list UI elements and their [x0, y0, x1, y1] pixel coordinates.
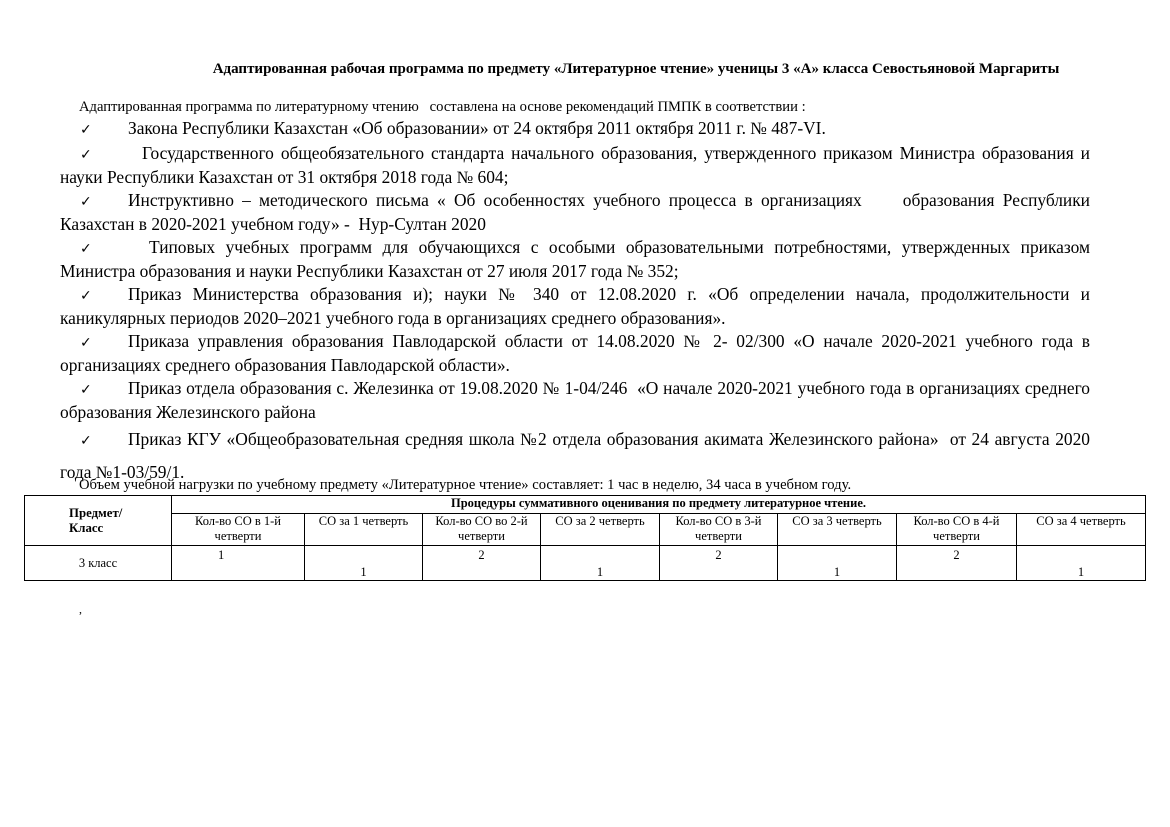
group-header: Процедуры суммативного оценивания по предмету литературное чтение.	[172, 496, 1146, 514]
workload-text: Объем учебной нагрузки по учебному предмету «Литературное чтение» составляет: 1 час в неделю, 34 часа в учебном году.	[79, 477, 852, 493]
list-item: ✓ Государственного общеобязательного стандарта начального образования, утвержденного приказом Министра образования и науки Республики Казахстан от 31 октября 2018 года № 604;	[60, 142, 1095, 187]
table-cell: 1	[541, 546, 660, 581]
checkmark-icon: ✓	[80, 287, 92, 304]
subject-class-header: Предмет/ Класс	[25, 496, 172, 546]
list-item: ✓ Типовых учебных программ для обучающихся с особыми образовательными потребностями, утвержденных приказом Министра образования и науки Республики Казахстан от 27 июля 2017 года № 352;	[60, 236, 1095, 281]
column-header: СО за 2 четверть	[541, 514, 660, 546]
table-cell: 2	[660, 546, 778, 581]
list-item: ✓ Приказ Министерства образования и); науки № 340 от 12.08.2020 г. «Об определении начала, продолжительности и каникулярных периодов 2020–2021 учебного года в организациях среднего образования».	[60, 283, 1095, 328]
column-header: СО за 1 четверть	[305, 514, 423, 546]
list-item: ✓ Приказа управления образования Павлодарской области от 14.08.2020 № 2- 02/300 «О начале 2020-2021 учебного года в организациях среднего образования Павлодарской области».	[60, 330, 1095, 375]
table-cell: 2	[897, 546, 1017, 581]
list-item: ✓ Приказ КГУ «Общеобразовательная средняя школа №2 отдела образования акимата Железинского района» от 24 августа 2020 года №1-03/59/1.	[60, 424, 1090, 488]
table-row	[25, 546, 1146, 581]
checkmark-icon: ✓	[80, 193, 92, 210]
column-header: Кол-во СО во 2-й четверти	[423, 514, 541, 546]
checkmark-icon: ✓	[80, 334, 92, 351]
checkmark-icon: ✓	[80, 381, 92, 398]
assessment-table	[24, 495, 1146, 581]
class-cell: 3 класс	[25, 546, 172, 581]
table-cell: 1	[1017, 546, 1146, 581]
column-header: СО за 3 четверть	[778, 514, 897, 546]
list-item: ✓ Закона Республики Казахстан «Об образовании» от 24 октября 2011 октября 2011 г. № 487-VI.	[60, 117, 1090, 142]
checkmark-icon: ✓	[80, 240, 92, 257]
column-header: Кол-во СО в 1-й четверти	[172, 514, 305, 546]
column-header: СО за 4 четверть	[1017, 514, 1146, 546]
basis-list	[60, 117, 1095, 488]
list-item: ✓ Приказ отдела образования с. Железинка от 19.08.2020 № 1-04/246 «О начале 2020-2021 учебного года в организациях среднего образования Железинского района	[60, 377, 1095, 422]
table-cell: 2	[423, 546, 541, 581]
table-cell: 1	[305, 546, 423, 581]
checkmark-icon: ✓	[80, 432, 92, 449]
list-item: ✓ Инструктивно – методического письма « Об особенностях учебного процесса в организациях образования Республики Казахстан в 2020-2021 учебном году» - Нур-Султан 2020	[60, 189, 1095, 234]
table-cell: 1	[172, 546, 305, 581]
stray-mark: ,	[79, 602, 82, 616]
table-cell: 1	[778, 546, 897, 581]
column-header: Кол-во СО в 4-й четверти	[897, 514, 1017, 546]
intro-text: Адаптированная программа по литературному чтению составлена на основе рекомендаций ПМПК в соответствии :	[79, 99, 806, 115]
document-title: Адаптированная рабочая программа по предмету «Литературное чтение» ученицы 3 «А» класса Севостьяновой Маргариты	[212, 61, 1060, 77]
column-header: Кол-во СО в 3-й четверти	[660, 514, 778, 546]
checkmark-icon: ✓	[80, 122, 92, 138]
checkmark-icon: ✓	[80, 146, 92, 163]
